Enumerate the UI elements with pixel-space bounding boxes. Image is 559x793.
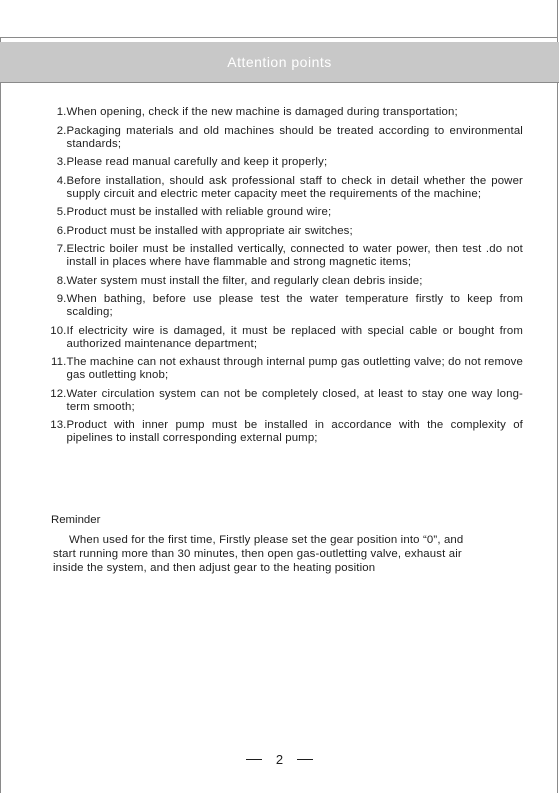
list-item bbox=[48, 156, 523, 169]
page-frame-right-edge bbox=[557, 38, 558, 793]
list-item bbox=[48, 275, 523, 288]
list-item bbox=[48, 325, 523, 351]
list-item bbox=[48, 388, 523, 414]
list-item bbox=[48, 206, 523, 219]
page-number: 2 bbox=[275, 752, 284, 767]
item-text: When opening, check if the new machine is damaged during transportation; bbox=[66, 106, 458, 118]
item-text: Product must be installed with reliable ground wire; bbox=[66, 206, 332, 218]
list-item bbox=[48, 175, 523, 201]
item-text: Water circulation system can not be completely closed, at least to stay one way long-term smooth; bbox=[66, 387, 523, 413]
item-number: 12. bbox=[50, 387, 67, 400]
item-number: 2. bbox=[56, 124, 67, 137]
item-text: Water system must install the filter, and regularly clean debris inside; bbox=[66, 274, 423, 287]
list-item bbox=[48, 419, 523, 445]
section-title: Attention points bbox=[227, 54, 332, 70]
item-text: The machine can not exhaust through internal pump gas outletting valve; do not remove gas outletting knob; bbox=[66, 356, 523, 381]
reminder-heading: Reminder bbox=[51, 514, 101, 526]
item-text: Product must be installed with appropriate air switches; bbox=[66, 224, 353, 237]
item-text: When bathing, before use please test the water temperature firstly to keep from scalding; bbox=[66, 293, 523, 318]
page-frame-top bbox=[0, 0, 558, 38]
section-header-bar bbox=[0, 42, 559, 83]
item-number: 9. bbox=[56, 293, 67, 305]
footer-dash-right bbox=[297, 759, 313, 760]
item-text: Before installation, should ask professional staff to check in detail whether the power supply circuit and electric meter capacity meet the requirements of the machine; bbox=[66, 174, 523, 200]
item-number: 11. bbox=[51, 356, 67, 368]
item-number: 10. bbox=[50, 324, 67, 337]
list-item bbox=[48, 356, 523, 382]
item-number: 5. bbox=[56, 206, 67, 218]
list-item bbox=[48, 243, 523, 269]
item-text: Packaging materials and old machines should be treated according to environmental standards; bbox=[66, 124, 523, 150]
item-number: 13. bbox=[50, 419, 67, 431]
item-number: 7. bbox=[56, 243, 67, 255]
list-item bbox=[48, 293, 523, 319]
item-text: Product with inner pump must be installed in accordance with the complexity of pipelines to install corresponding external pump; bbox=[66, 419, 523, 444]
item-number: 8. bbox=[56, 274, 67, 287]
footer-dash-left bbox=[246, 759, 262, 760]
list-item bbox=[48, 225, 523, 238]
item-number: 4. bbox=[56, 174, 67, 187]
item-number: 1. bbox=[56, 106, 67, 118]
reminder-paragraph: When used for the first time, Firstly please set the gear position into “0”, and start running more than 30 minutes, then open gas-outletting valve, exhaust air inside the system, and then adjust gear to the heating position bbox=[53, 534, 464, 574]
attention-points-list bbox=[48, 106, 523, 451]
item-text: Electric boiler must be installed vertically, connected to water power, then test .do not install in places where have flammable and strong magnetic items; bbox=[66, 243, 523, 268]
page-footer bbox=[0, 752, 559, 767]
item-number: 6. bbox=[56, 224, 67, 237]
item-text: Please read manual carefully and keep it properly; bbox=[66, 156, 328, 168]
list-item bbox=[48, 125, 523, 151]
page-frame-left-edge bbox=[0, 38, 1, 793]
list-item bbox=[48, 106, 523, 119]
item-number: 3. bbox=[56, 156, 67, 168]
item-text: If electricity wire is damaged, it must be replaced with special cable or bought from authorized maintenance department; bbox=[66, 324, 523, 350]
